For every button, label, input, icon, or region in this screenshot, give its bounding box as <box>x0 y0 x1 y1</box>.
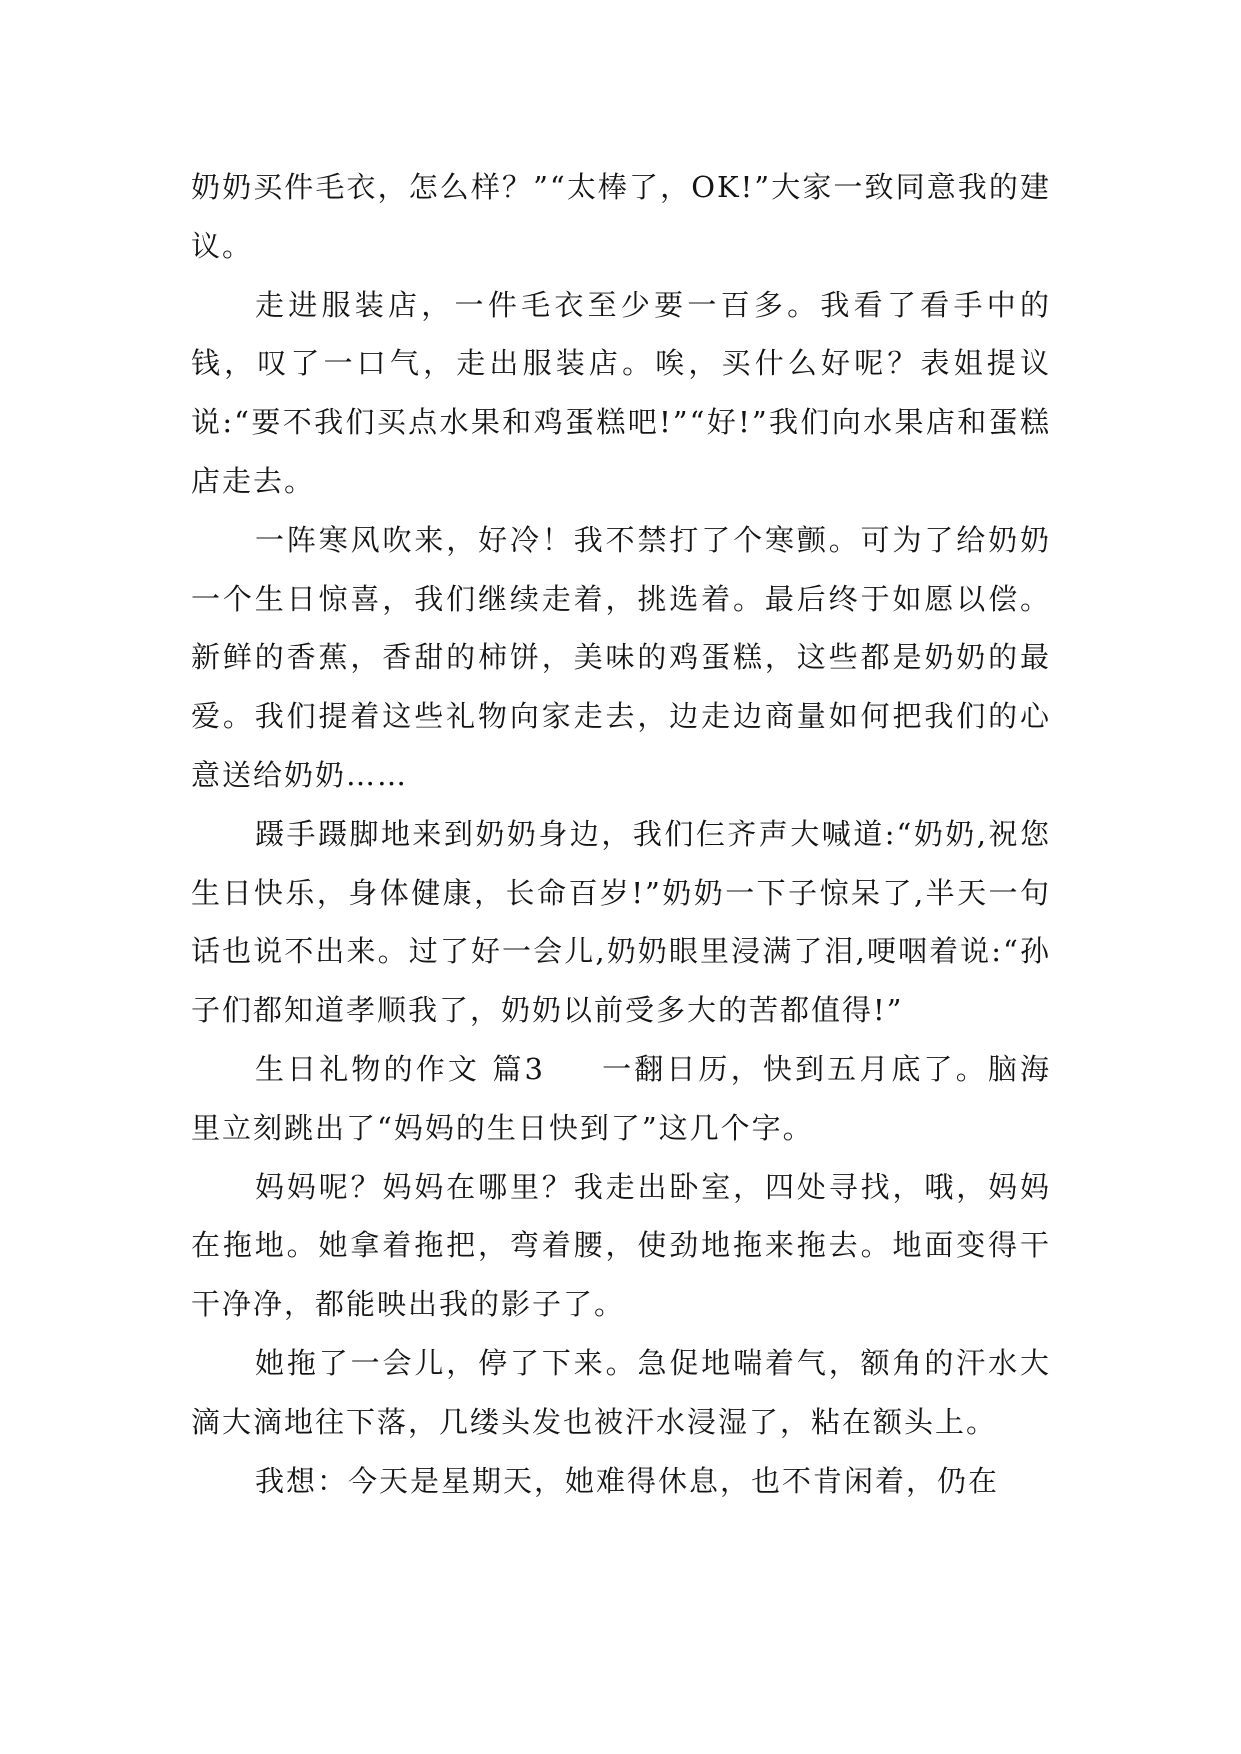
paragraph: 我想：今天是星期天，她难得休息，也不肯闲着，仍在 <box>255 1463 1000 1498</box>
paragraph: 妈妈呢？妈妈在哪里？我走出卧室，四处寻找，哦，妈妈在拖地。她拿着拖把，弯着腰，使劲地拖来拖去。地面变得干干净净，都能映出我的影子了。 <box>191 1169 1051 1322</box>
paragraph: 奶奶买件毛衣，怎么样？”“太棒了，OK!”大家一致同意我的建议。 <box>191 170 1051 263</box>
paragraph: 她拖了一会儿，停了下来。急促地喘着气，额角的汗水大滴大滴地往下落，几缕头发也被汗水浸湿了，粘在额头上。 <box>191 1345 1051 1439</box>
paragraph: 蹑手蹑脚地来到奶奶身边，我们仨齐声大喊道:“奶奶,祝您生日快乐，身体健康，长命百岁!”奶奶一下子惊呆了,半天一句话也说不出来。过了好一会儿,奶奶眼里浸满了泪,哽咽着说:“孙子们都知道孝顺我了，奶奶以前受多大的苦都值得!” <box>191 816 1051 1028</box>
paragraph: 一阵寒风吹来，好冷！我不禁打了个寒颤。可为了给奶奶一个生日惊喜，我们继续走着，挑选着。最后终于如愿以偿。新鲜的香蕉，香甜的柿饼，美味的鸡蛋糕，这些都是奶奶的最爱。我们提着这些礼物向家走去，边走边商量如何把我们的心意送给奶奶…… <box>191 522 1051 792</box>
section-text: 一翻日历，快到五月底了。脑海里立刻跳出了“妈妈的生日快到了”这几个字。 <box>191 1051 1051 1145</box>
section-paragraph <box>191 1040 1051 1158</box>
section-heading: 生日礼物的作文 篇3 <box>255 1051 545 1086</box>
document-body <box>191 158 1051 1510</box>
paragraph: 走进服装店，一件毛衣至少要一百多。我看了看手中的钱，叹了一口气，走出服装店。唉，买什么好呢？表姐提议说:“要不我们买点水果和鸡蛋糕吧!”“好!”我们向水果店和蛋糕店走去。 <box>191 287 1051 498</box>
